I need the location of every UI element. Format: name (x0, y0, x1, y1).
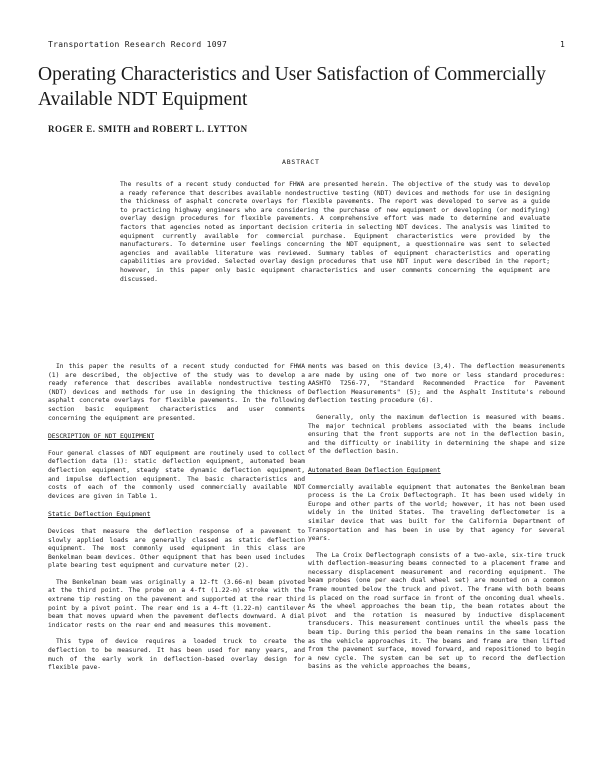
journal-header: Transportation Research Record 1097 (48, 40, 228, 49)
body-paragraph: The La Croix Deflectograph consists of a two-axle, six-tire truck with deflection-measuring beams connected to a placement frame and necessary displacement measurement and recording equipment. The beam probes (one per each dual wheel set) are mounted on a common frame mounted below the truck and pivot. The frame with both beams is placed on the road surface in front of the oncoming dual wheels. As the wheel approaches the beam tip, the beam rotates about the pivot and the rotation is measured by inductive displacement transducers. This measurement continues until the wheels pass the beam tip. During this period the beam remains in the same location as the vehicle approaches it. The beams and frame are then lifted from the pavement surface, moved forward, and repositioned to begin a new cycle. The system can be set up to record the deflection basins as the vehicle approaches the beams, (308, 551, 565, 671)
subsection-heading-static: Static Deflection Equipment (48, 511, 151, 519)
body-paragraph: Devices that measure the deflection response of a pavement to slowly applied loads are generally classed as static deflection equipment. The most commonly used equipment in this class are Benkelman beam devices. Other equipment that has been used includes plate bearing test equipment and curvature meter (2). (48, 527, 305, 570)
body-paragraph: ments was based on this device (3,4). The deflection measurements are made by using one of two more or less standard procedures: AASHTO T256-77, "Standard Recommended Practice for Pavement Deflection Measurements" (5); and the Asphalt Institute's rebound deflection testing procedure (6). (308, 363, 565, 405)
intro-paragraph: In this paper the results of a recent study conducted for FHWA (1) are described, the objective of the study was to develop a ready reference that describes available nondestructive testing (NDT) devices and methods for use in designing the thickness of asphalt concrete overlays for flexible pavements. In the following section basic equipment characteristics and user comments concerning the equipment are presented. (48, 363, 305, 422)
page-number: 1 (560, 40, 565, 49)
body-paragraph: This type of device requires a loaded truck to create the deflection to be measured. It has been used for many years, and much of the early work in deflection-based overlay design for flexible pave- (48, 638, 305, 672)
body-paragraph: Generally, only the maximum deflection is measured with beams. The major technical problems associated with the beams include ensuring that the front supports are not in the deflection basin, and the difficulty or inability in determining the shape and size of the deflection basin. (308, 413, 565, 456)
left-column (48, 363, 305, 681)
right-column (308, 363, 565, 680)
abstract-text: The results of a recent study conducted for FHWA are presented herein. The objective of the study was to develop a ready reference that describes available nondestructive testing (NDT) devices and methods for use in designing the thickness of asphalt concrete overlays for flexible pavements. The report was developed to serve as a guide to practicing highway engineers who are considering the purchase of new equipment or developing (or modifying) overlay design procedures for flexible pavements. A comprehensive effort was made to determine and evaluate factors that agencies noted as important decision criteria in selecting NDT devices. The analysis was limited to equipment currently available for commercial purchase. Equipment characteristics were provided by the manufacturers. To determine user feelings concerning the NDT equipment, a questionnaire was sent to selected agencies and available literature was reviewed. Summary tables of equipment characteristics and operating capabilities are provided. Selected overlay design procedures that use NDT input were described in the report; however, in this paper only basic equipment characteristics and user comments concerning the equipment are discussed. (120, 181, 550, 283)
subsection-heading-automated: Automated Beam Deflection Equipment (308, 466, 441, 474)
section-paragraph: Four general classes of NDT equipment are routinely used to collect deflection data (1): static deflection equipment, automated beam deflection equipment, steady state dynamic deflection equipment, and impulse deflection equipment. The basic characteristics and costs of each of the commonly used commercially available NDT devices are given in Table 1. (48, 449, 305, 500)
body-paragraph: Commercially available equipment that automates the Benkelman beam process is the La Croix Deflectograph. It has been used widely in Europe and other parts of the world; however, it has not been used widely in the United States. The traveling deflectometer is a similar device that was built for the California Department of Transportation and has been in use by that agency for several years. (308, 483, 565, 543)
authors: ROGER E. SMITH and ROBERT L. LYTTON (48, 124, 248, 134)
body-paragraph: The Benkelman beam was originally a 12-ft (3.66-m) beam pivoted at the third point. The probe on a 4-ft (1.22-m) stroke with the extreme tip resting on the pavement and supported at the rear third point by a pivot point. The rear end is a 4-ft (1.22-m) cantilever beam that moves upward when the pavement deflects downward. A dial indicator rests on the rear end and measures this movement. (48, 578, 305, 629)
section-heading: DESCRIPTION OF NDT EQUIPMENT (48, 433, 155, 441)
abstract-heading: ABSTRACT (282, 158, 320, 166)
paper-title: Operating Characteristics and User Satisfaction of Commercially Available NDT Equipment (38, 64, 546, 110)
